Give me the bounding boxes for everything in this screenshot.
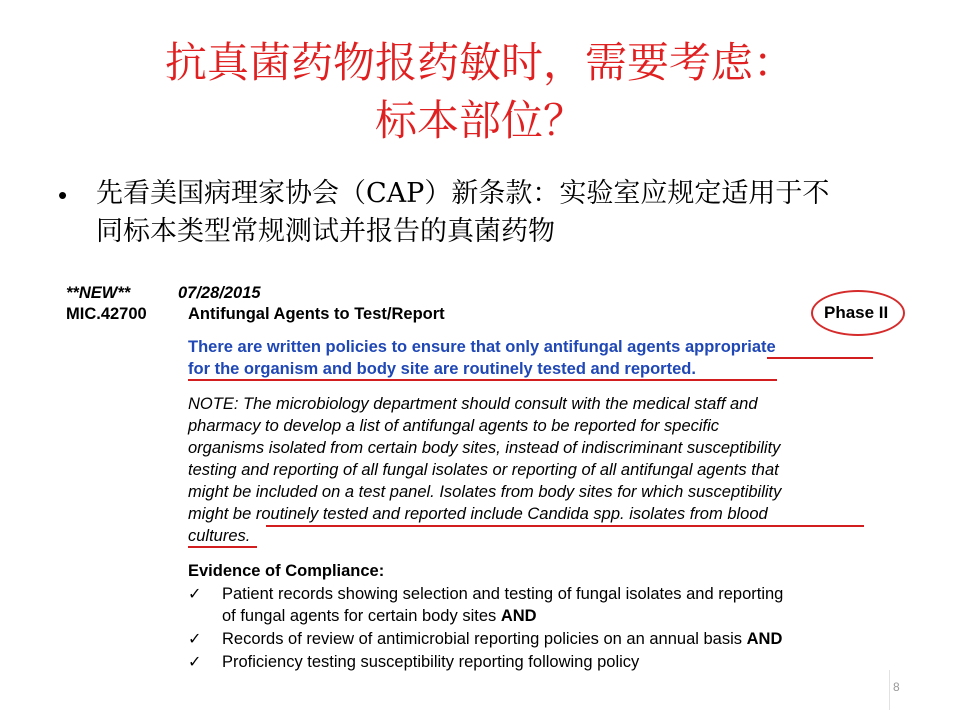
note-line-7: [188, 526, 250, 546]
check-icon: ✓: [188, 586, 202, 603]
requirement-heading: Antifungal Agents to Test/Report: [188, 305, 445, 323]
underline-policy-line2: [188, 379, 777, 381]
slide-title-line2: 标本部位？: [374, 96, 585, 145]
underline-appropriate: [767, 357, 873, 359]
policy-line-2: for the organism and body site are routinely tested and reported.: [188, 360, 696, 378]
note-line-4: testing and reporting of all fungal isolates or reporting of all antifungal agents that: [188, 461, 779, 479]
note-line-6-highlight: routinely tested and reported include Candida spp. isolates from blood: [255, 505, 768, 523]
policy-line-1-highlight: appropriate: [684, 338, 776, 356]
note-line-1: NOTE: The microbiology department should consult with the medical staff and: [188, 395, 758, 413]
bullet-text-line2: 同标本类型常规测试并报告的真菌药物: [96, 216, 555, 247]
evidence-2: [222, 629, 782, 649]
bullet-text-line1: 先看美国病理家协会（CAP）新条款：实验室应规定适用于不: [96, 178, 830, 209]
check-icon: ✓: [188, 654, 202, 671]
evidence-2-and: AND: [746, 630, 783, 648]
underline-note-line7: [188, 546, 257, 548]
checklist-code: MIC.42700: [66, 305, 147, 323]
bullet-marker: •: [58, 180, 68, 210]
evidence-1-line2-text: of fungal agents for certain body sites: [222, 607, 501, 625]
slide-title-line1: 抗真菌药物报药敏时，需要考虑：: [164, 38, 795, 87]
note-line-3: organisms isolated from certain body sites, instead of indiscriminant susceptibility: [188, 439, 781, 457]
note-line-7-end: .: [245, 527, 251, 545]
underline-note-line6: [266, 525, 864, 527]
note-line-6: [188, 504, 768, 524]
divider: [889, 670, 890, 710]
policy-line-1: [188, 337, 776, 357]
evidence-1-line1: Patient records showing selection and testing of fungal isolates and reporting: [222, 585, 784, 603]
page-number: 8: [893, 680, 900, 694]
check-icon: ✓: [188, 631, 202, 648]
note-line-7-highlight: cultures: [188, 527, 246, 545]
new-tag: **NEW**: [66, 284, 131, 302]
phase-label: Phase II: [824, 303, 889, 322]
evidence-1-and: AND: [500, 607, 537, 625]
policy-line-1-text: There are written policies to ensure that only antifungal agents: [188, 338, 685, 356]
note-line-6-text: might be: [188, 505, 256, 523]
evidence-1-line2: [222, 606, 537, 626]
evidence-2-text: Records of review of antimicrobial reporting policies on an annual basis: [222, 630, 747, 648]
evidence-heading: Evidence of Compliance:: [188, 562, 385, 580]
note-line-5: might be included on a test panel. Isolates from body sites for which susceptibility: [188, 483, 782, 501]
evidence-3: Proficiency testing susceptibility reporting following policy: [222, 653, 640, 671]
note-line-2: pharmacy to develop a list of antifungal agents to be reported for specific: [188, 417, 720, 435]
revision-date: 07/28/2015: [178, 284, 261, 302]
